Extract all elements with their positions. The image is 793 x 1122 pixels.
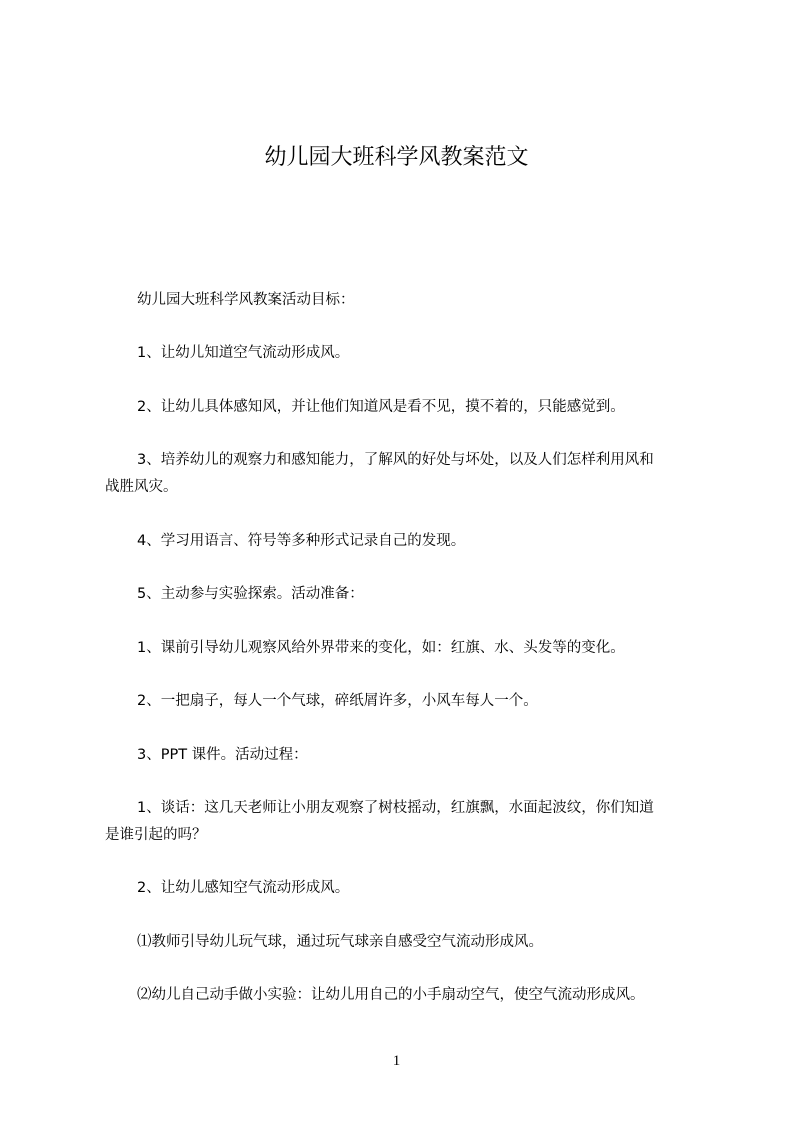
paragraph-goal-4: 4、学习用语言、符号等多种形式记录自己的发现。 (137, 533, 466, 549)
paragraph-process-2: 2、让幼儿感知空气流动形成风。 (137, 880, 350, 896)
paragraph-process-2-step-2: ⑵幼儿自己动手做小实验：让幼儿用自己的小手扇动空气，使空气流动形成风。 (137, 987, 645, 1003)
paragraph-process-1-line-1: 1、谈话：这几天老师让小朋友观察了树枝摇动，红旗飘，水面起波纹，你们知道 (137, 800, 654, 816)
paragraph-goal-3-line-2: 战胜风灾。 (105, 479, 178, 495)
document-title: 幼儿园大班科学风教案范文 (264, 145, 529, 170)
paragraph-process-2-step-1: ⑴教师引导幼儿玩气球，通过玩气球亲自感受空气流动形成风。 (137, 934, 543, 950)
page-number: 1 (392, 1053, 401, 1069)
paragraph-process-1-line-2: 是谁引起的吗？ (105, 827, 207, 843)
paragraph-goal-2: 2、让幼儿具体感知风，并让他们知道风是看不见，摸不着的，只能感觉到。 (137, 399, 625, 415)
paragraph-goal-5: 5、主动参与实验探索。活动准备： (137, 586, 364, 602)
paragraph-goal-1: 1、让幼儿知道空气流动形成风。 (137, 345, 350, 361)
paragraph-prep-1: 1、课前引导幼儿观察风给外界带来的变化，如：红旗、水、头发等的变化。 (137, 640, 625, 656)
paragraph-prep-3: 3、PPT 课件。活动过程： (137, 747, 308, 763)
paragraph-prep-2: 2、一把扇子，每人一个气球，碎纸屑许多，小风车每人一个。 (137, 693, 538, 709)
paragraph-goal-3-line-1: 3、培养幼儿的观察力和感知能力，了解风的好处与坏处，以及人们怎样利用风和 (137, 452, 654, 468)
paragraph-goals-heading: 幼儿园大班科学风教案活动目标： (137, 292, 355, 308)
